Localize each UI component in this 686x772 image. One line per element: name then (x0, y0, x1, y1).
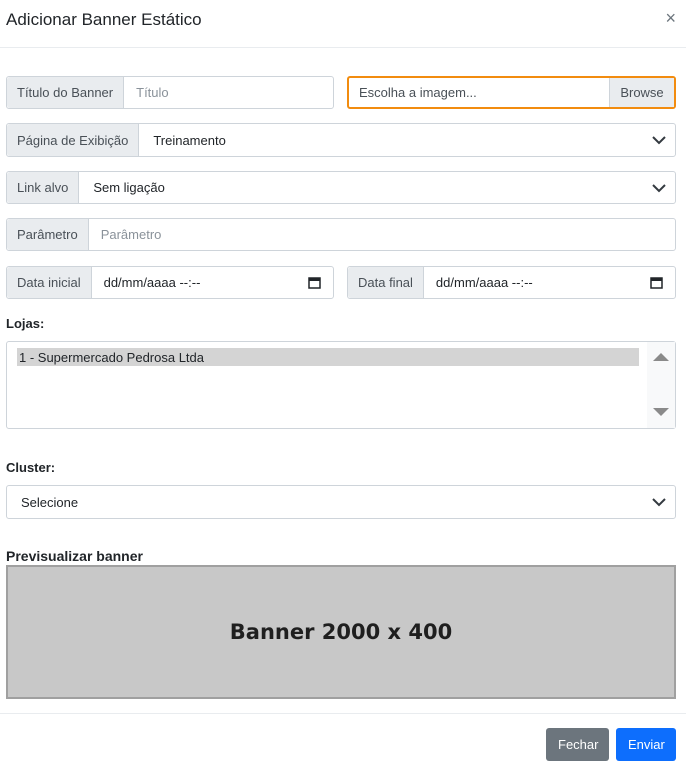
chevron-down-icon (651, 132, 667, 148)
chevron-down-icon (651, 494, 667, 510)
footer-divider (0, 713, 686, 714)
modal-header (0, 0, 686, 48)
link-label: Link alvo (7, 172, 79, 203)
titulo-label: Título do Banner (7, 77, 124, 108)
data-final-label: Data final (348, 267, 424, 298)
cluster-select-value: Selecione (21, 494, 79, 510)
titulo-input-group (6, 76, 334, 109)
calendar-icon[interactable] (650, 276, 663, 289)
link-select[interactable] (79, 172, 675, 203)
enviar-button[interactable]: Enviar (616, 728, 676, 761)
listbox-scrollbar[interactable] (647, 342, 675, 428)
file-input-label: Escolha a imagem... (359, 85, 477, 100)
calendar-icon[interactable] (308, 276, 321, 289)
scroll-down-arrow-icon[interactable] (653, 408, 669, 416)
pagina-input-group (6, 123, 676, 157)
lojas-option[interactable]: 1 - Supermercado Pedrosa Ltda (17, 348, 639, 366)
data-inicial-value: dd/mm/aaaa --:-- (103, 275, 201, 290)
data-inicial-input-group (6, 266, 334, 299)
cluster-select[interactable] (7, 486, 675, 518)
chevron-down-icon (651, 180, 667, 196)
pagina-select-value: Treinamento (153, 132, 226, 148)
scroll-up-arrow-icon[interactable] (653, 353, 669, 361)
pagina-label: Página de Exibição (7, 124, 139, 156)
fechar-button[interactable]: Fechar (546, 728, 609, 761)
link-input-group (6, 171, 676, 204)
pagina-select[interactable] (139, 124, 675, 156)
preview-label: Previsualizar banner (6, 548, 143, 564)
parametro-label: Parâmetro (7, 219, 89, 250)
data-inicial-input[interactable] (92, 267, 333, 298)
data-final-value: dd/mm/aaaa --:-- (435, 275, 533, 290)
data-inicial-label: Data inicial (7, 267, 92, 298)
lojas-multiselect[interactable] (6, 341, 676, 429)
titulo-input[interactable] (124, 77, 333, 108)
modal-title: Adicionar Banner Estático (6, 10, 202, 29)
data-final-input[interactable] (424, 267, 675, 298)
link-select-value: Sem ligação (93, 180, 165, 195)
banner-preview-text: Banner 2000 x 400 (229, 620, 453, 644)
image-file-input[interactable] (347, 76, 676, 109)
data-final-input-group (347, 266, 676, 299)
banner-preview (6, 565, 676, 699)
close-icon[interactable]: × (665, 8, 676, 28)
browse-button[interactable]: Browse (609, 78, 674, 107)
cluster-label: Cluster: (6, 460, 56, 475)
parametro-input[interactable] (89, 219, 675, 250)
parametro-input-group (6, 218, 676, 251)
lojas-label: Lojas: (6, 316, 45, 331)
cluster-select-group (6, 485, 676, 519)
